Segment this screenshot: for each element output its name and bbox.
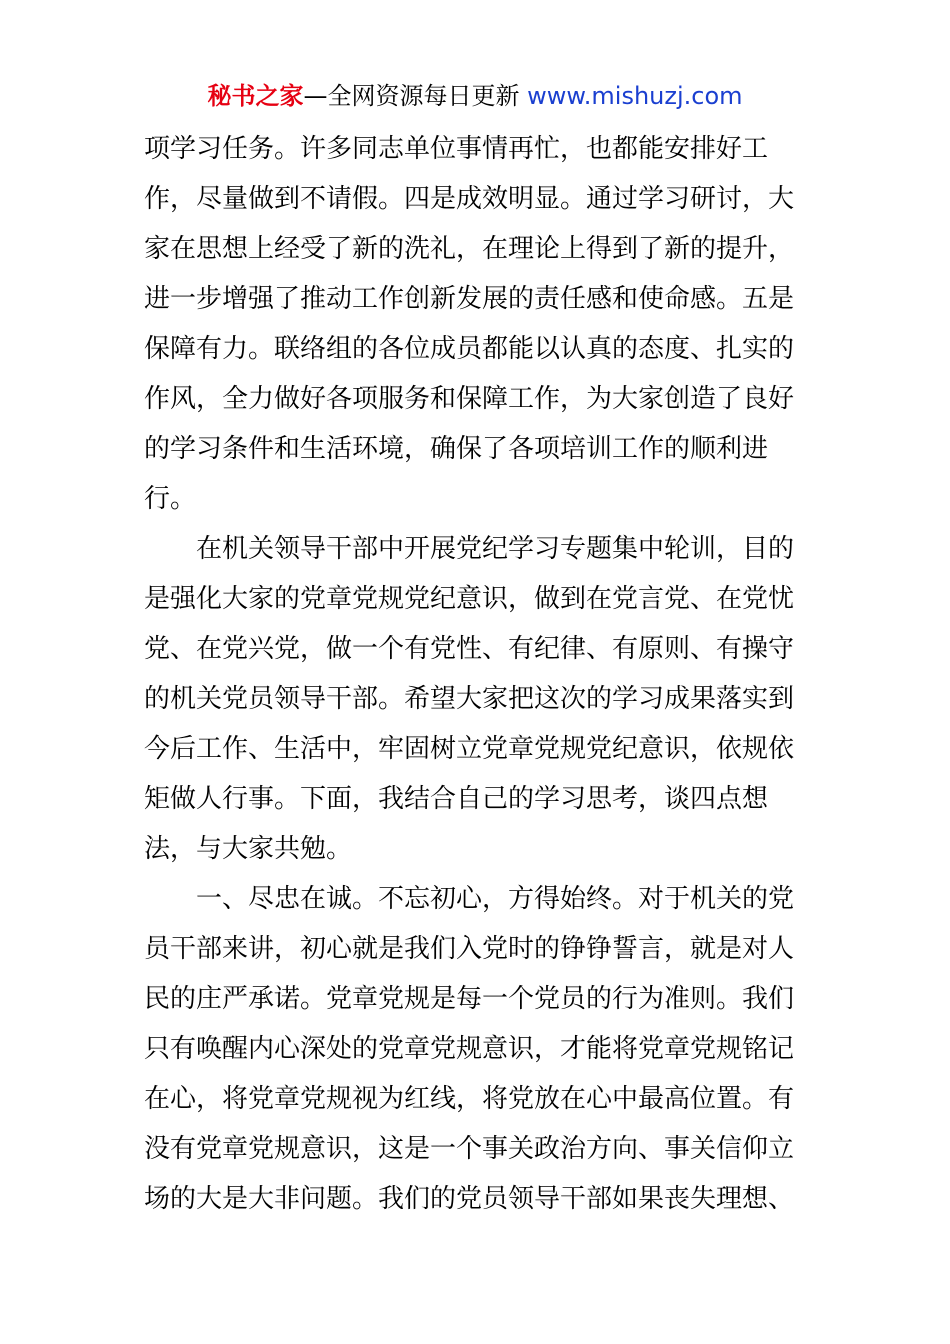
text-line: 进一步增强了推动工作创新发展的责任感和使命感。五是: [144, 284, 795, 314]
text-line: 行。: [144, 484, 197, 514]
text-line: 员干部来讲，初心就是我们入党时的铮铮誓言，就是对人: [144, 934, 795, 964]
text-line: 的机关党员领导干部。希望大家把这次的学习成果落实到: [144, 684, 795, 714]
text-line: 家在思想上经受了新的洗礼，在理论上得到了新的提升，: [144, 234, 795, 264]
site-header: [0, 80, 950, 112]
text-line: 在机关领导干部中开展党纪学习专题集中轮训，目的: [144, 534, 795, 564]
text-line: 一、尽忠在诚。不忘初心，方得始终。对于机关的党: [144, 884, 795, 914]
text-line: 场的大是大非问题。我们的党员领导干部如果丧失理想、: [144, 1184, 795, 1214]
text-line: 作，尽量做到不请假。四是成效明显。通过学习研讨，大: [144, 184, 795, 214]
text-line: 党、在党兴党，做一个有党性、有纪律、有原则、有操守: [144, 634, 795, 664]
text-line: 是强化大家的党章党规党纪意识，做到在党言党、在党忧: [144, 584, 795, 614]
header-tagline: —全网资源每日更新: [303, 82, 528, 110]
text-line: 法，与大家共勉。: [144, 834, 353, 864]
text-line: 在心，将党章党规视为红线，将党放在心中最高位置。有: [144, 1084, 795, 1114]
text-line: 没有党章党规意识，这是一个事关政治方向、事关信仰立: [144, 1134, 795, 1164]
brand-name: 秘书之家: [207, 82, 304, 110]
text-line: 矩做人行事。下面，我结合自己的学习思考，谈四点想: [144, 784, 769, 814]
text-line: 项学习任务。许多同志单位事情再忙，也都能安排好工: [144, 134, 769, 164]
text-line: 今后工作、生活中，牢固树立党章党规党纪意识，依规依: [144, 734, 795, 764]
text-line: 保障有力。联络组的各位成员都能以认真的态度、扎实的: [144, 334, 795, 364]
text-line: 作风，全力做好各项服务和保障工作，为大家创造了良好: [144, 384, 795, 414]
document-body: [144, 124, 808, 1224]
text-line: 的学习条件和生活环境，确保了各项培训工作的顺利进: [144, 434, 769, 464]
site-url-link[interactable]: www.mishuzj.com: [527, 82, 743, 110]
text-line: 只有唤醒内心深处的党章党规意识，才能将党章党规铭记: [144, 1034, 795, 1064]
text-line: 民的庄严承诺。党章党规是每一个党员的行为准则。我们: [144, 984, 795, 1014]
